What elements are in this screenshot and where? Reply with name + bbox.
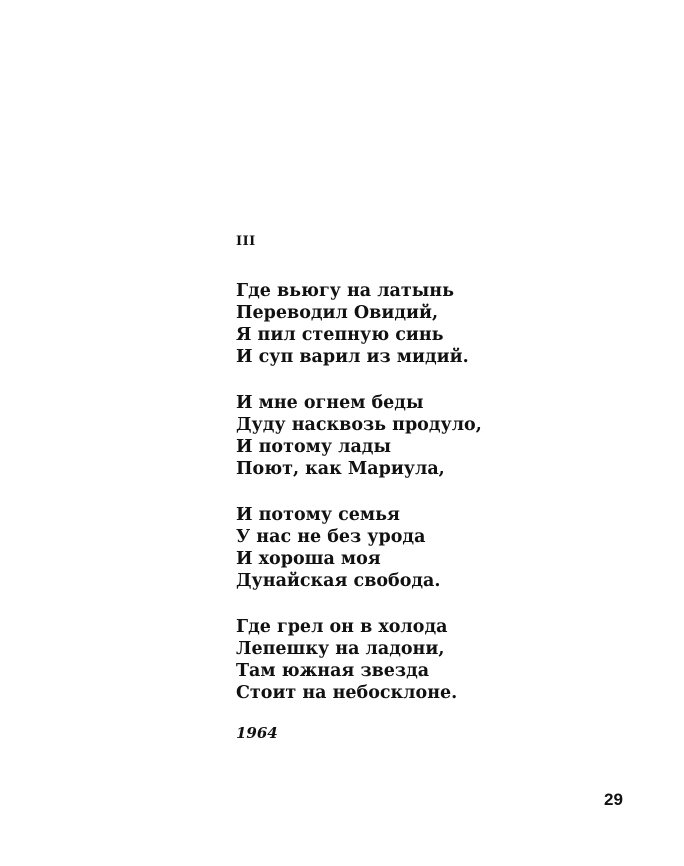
section-number: III [236, 234, 256, 249]
page-number: 29 [604, 790, 623, 809]
stanza [236, 504, 482, 592]
poem-line: Где грел он в холода [236, 617, 448, 637]
poem-line: И суп варил из мидий. [236, 347, 469, 367]
poem-line: Дунайская свобода. [236, 571, 441, 591]
poem-line: У нас не без урода [236, 527, 426, 547]
poem-line: Дуду насквозь продуло, [236, 415, 482, 435]
poem [236, 280, 482, 728]
poem-line: Поют, как Мариула, [236, 459, 445, 479]
poem-line: Стоит на небосклоне. [236, 683, 458, 703]
stanza [236, 280, 482, 368]
poem-line: Там южная звезда [236, 661, 430, 681]
poem-line: Лепешку на ладони, [236, 639, 445, 659]
poem-line: Где вьюгу на латынь [236, 281, 454, 301]
poem-line: И мне огнем беды [236, 393, 424, 413]
stanza [236, 616, 482, 704]
poem-line: И хороша моя [236, 549, 381, 569]
poem-date: 1964 [236, 724, 278, 742]
poem-line: И потому семья [236, 505, 400, 525]
stanza [236, 392, 482, 480]
poem-line: Я пил степную синь [236, 325, 444, 345]
poem-line: И потому лады [236, 437, 392, 457]
poem-line: Переводил Овидий, [236, 303, 439, 323]
